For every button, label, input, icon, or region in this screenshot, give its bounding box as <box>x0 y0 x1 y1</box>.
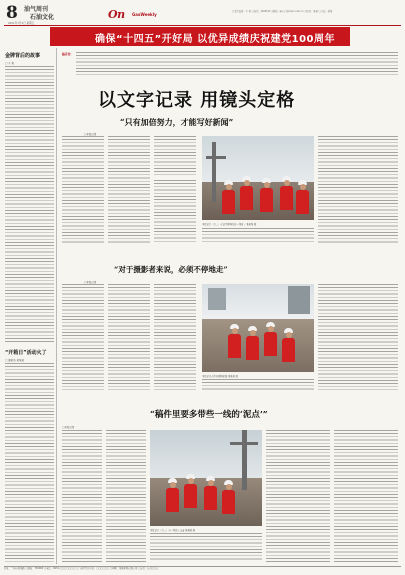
photo-3-caption: 本报记者（右二）与一线员工交流 某某某 摄 <box>150 529 196 532</box>
section-2-col-4 <box>202 379 314 390</box>
section-3-col-5 <box>334 430 398 562</box>
page-footer: 社址：兰州市某某路 □邮编：730000 □电话：0931-□□□□□□□ □广告经营许可证：□□□□□□ □印刷：某某印务有限公司 □定价：每月□□元 <box>4 566 401 575</box>
section-3-title: “稿件里要多带些一线的‘泥点’” <box>150 410 268 420</box>
section-1-col-3b <box>154 180 196 244</box>
masthead-rule <box>4 25 401 26</box>
section-2-title: “对于摄影者来说，必须不停地走” <box>114 265 228 274</box>
main-headline: 以文字记录 用镜头定格 <box>98 90 296 111</box>
section-2-byline: □本报记者 <box>84 281 97 284</box>
photo-2-caption: 本报记者在作业现场拍摄 某某某 摄 <box>202 375 238 378</box>
section-3-col-2 <box>106 430 146 562</box>
section-3-col-3 <box>150 533 262 562</box>
photo-field-shooting <box>202 284 314 372</box>
left-article-1-title: 金牌背后的故事 <box>5 53 41 59</box>
photo-worker-interview <box>150 430 262 526</box>
section-3-col-4 <box>266 430 330 562</box>
section-3-col-1 <box>62 430 102 562</box>
left-article-2-author: □ 通讯员 某某某 <box>5 359 24 362</box>
page-number: 8 <box>6 3 18 23</box>
section-2-col-3 <box>154 284 196 390</box>
section-1-col-1 <box>62 136 104 244</box>
section-1-col-2 <box>108 136 150 244</box>
left-article-2-body <box>5 363 54 563</box>
section-2-col-5 <box>318 284 398 390</box>
slogan-text: 确保“十四五”开好局 以优异成绩庆祝建党100周年 <box>95 34 335 45</box>
section-1-title: “只有加倍努力，才能写好新闻” <box>120 117 234 127</box>
issue-date: 2021年7月2日 星期五 <box>8 22 35 25</box>
left-article-2-title: “开箱日”活动火了 <box>5 350 47 356</box>
left-article-2-title-wrap <box>5 349 55 362</box>
paper-name: 油气周刊 <box>24 6 49 13</box>
lead-body <box>76 52 398 76</box>
lead-label: 编者按： <box>62 52 74 56</box>
left-article-1-author: □ 王 某 <box>5 62 14 65</box>
section-2-col-1 <box>62 284 104 390</box>
section-1-byline: □本报记者 <box>84 133 97 136</box>
section-1-col-4 <box>202 228 314 244</box>
section-3-byline: □本报记者 <box>62 426 75 429</box>
section-name: 石油文化 <box>30 14 55 21</box>
left-article-1-title-wrap <box>5 52 55 65</box>
section-2-col-2 <box>108 284 150 390</box>
column-divider <box>56 48 57 564</box>
editor-info: □责任编辑：王 某 □电话：(0931)8 □邮箱：gs□□@cnpc.com.cn □校对：某某 □美编：某某 <box>232 10 333 13</box>
photo-1-caption: 本报记者（右二）在钻井现场采访一线员工 某某某 摄 <box>202 223 257 226</box>
left-article-1-body <box>5 66 54 342</box>
section-1-col-5 <box>318 136 398 244</box>
photo-drilling-site <box>202 136 314 220</box>
paper-logo: On <box>108 8 125 21</box>
paper-logo-subtitle: GasWeekly <box>132 12 157 17</box>
section-1-col-3 <box>154 136 196 176</box>
